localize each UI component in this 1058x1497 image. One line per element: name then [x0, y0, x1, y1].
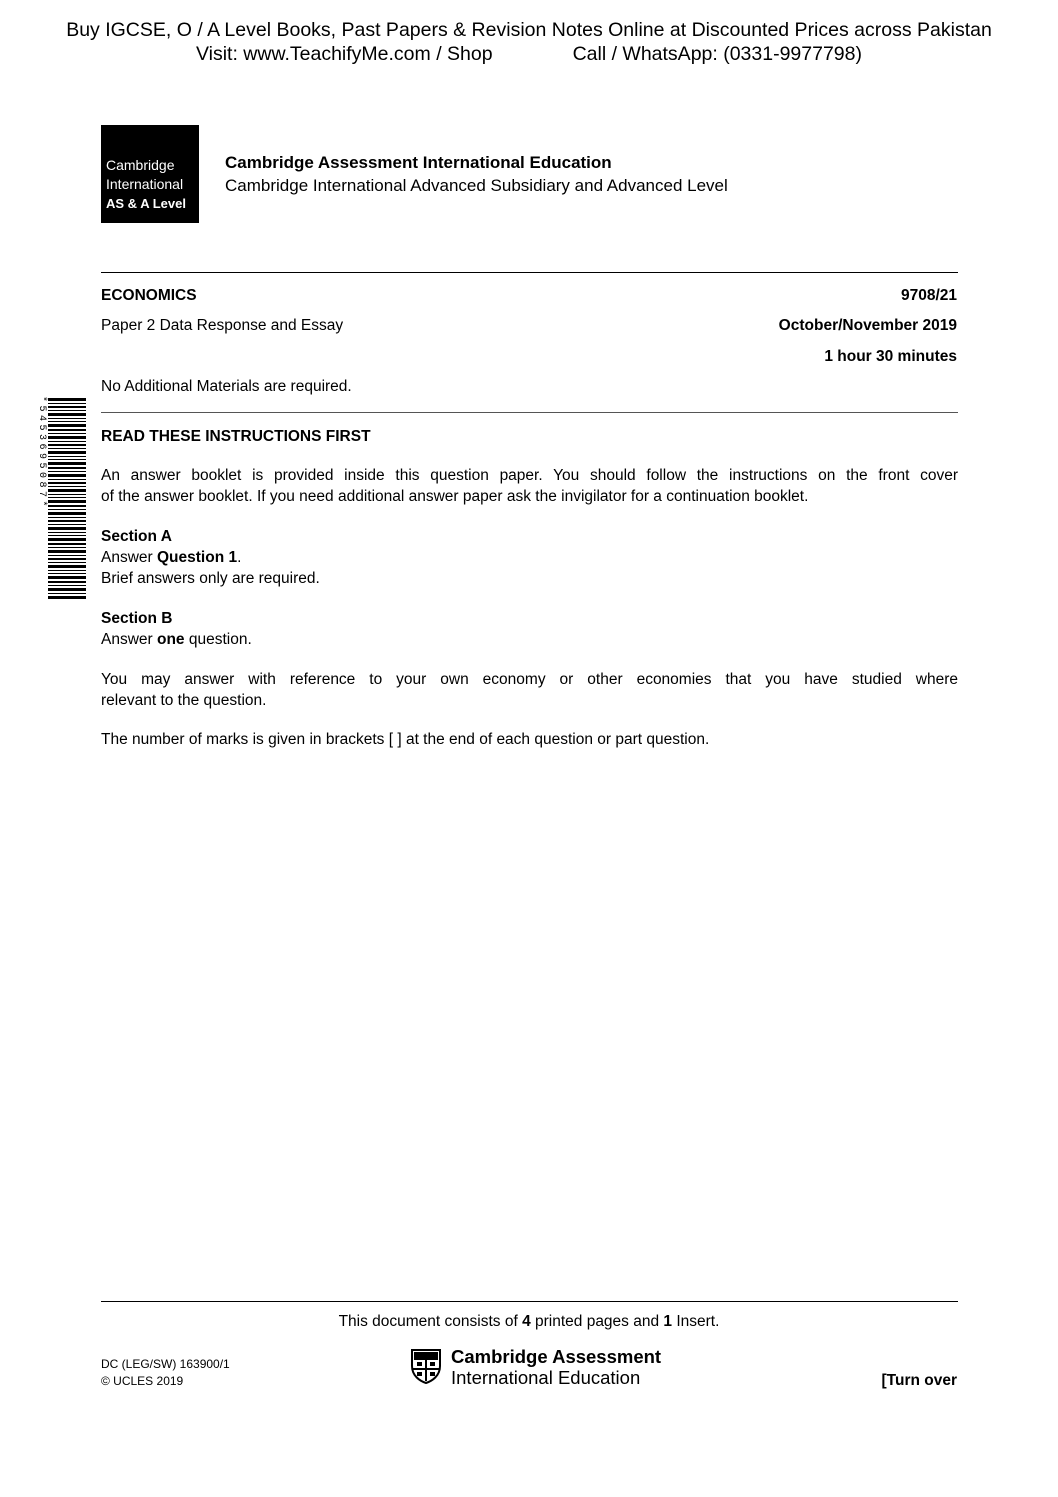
- header-qualification: Cambridge International Advanced Subsidiary and Advanced Level: [225, 176, 728, 195]
- section-a-heading: Section A: [101, 528, 172, 545]
- subject-title: ECONOMICS: [101, 287, 197, 304]
- divider-footer: [101, 1301, 958, 1302]
- instructions-paragraph-2: [101, 669, 958, 711]
- document-consists-note: This document consists of 4 printed pages and 1 Insert.: [338, 1313, 720, 1330]
- barcode-graphic: [36, 396, 88, 602]
- promo-banner-line: Buy IGCSE, O / A Level Books, Past Papers & Revision Notes Online at Discounted Prices across Pakistan: [66, 19, 992, 41]
- copyright-notice: © UCLES 2019: [101, 1374, 184, 1388]
- marks-note: The number of marks is given in brackets [ ] at the end of each question or part question.: [101, 731, 710, 748]
- materials-note: No Additional Materials are required.: [101, 378, 352, 395]
- section-b-heading: Section B: [101, 610, 173, 627]
- section-a-note: Brief answers only are required.: [101, 570, 320, 587]
- section-a-block: [101, 526, 958, 589]
- promo-call-text: Call / WhatsApp: (0331-9977798): [572, 43, 862, 65]
- document-reference: DC (LEG/SW) 163900/1: [101, 1357, 230, 1371]
- turn-over-label: [Turn over: [881, 1372, 957, 1389]
- cambridge-crest-icon: [410, 1348, 442, 1384]
- instructions-paragraph-1: [101, 465, 958, 507]
- paper-title: Paper 2 Data Response and Essay: [101, 317, 344, 334]
- barcode-digits: *5453695087*: [36, 396, 47, 511]
- logo-line-international: International: [106, 176, 184, 192]
- promo-visit-link[interactable]: Visit: www.TeachifyMe.com / Shop: [195, 43, 493, 65]
- instructions-heading: READ THESE INSTRUCTIONS FIRST: [101, 428, 371, 445]
- instructions-p1-line2: of the answer booklet. If you need additional answer paper ask the invigilator for a continuation booklet.: [101, 488, 809, 505]
- divider-top: [101, 272, 958, 273]
- exam-duration: 1 hour 30 minutes: [824, 348, 957, 365]
- footer-org-line2: International Education: [451, 1367, 641, 1388]
- logo-line-level: AS & A Level: [106, 196, 186, 211]
- divider-instructions: [101, 412, 958, 413]
- footer-org-line1: Cambridge Assessment: [451, 1346, 662, 1367]
- section-a-answer: Answer Question 1.: [101, 549, 242, 566]
- section-b-answer: Answer one question.: [101, 631, 252, 648]
- exam-session: October/November 2019: [778, 317, 957, 334]
- promo-banner-contact: [0, 42, 1058, 66]
- instructions-p2-line1: You may answer with reference to your own economy or other economies that you have studied where: [101, 671, 958, 688]
- instructions-p1-line1: An answer booklet is provided inside this question paper. You should follow the instructions on the front cover: [101, 467, 958, 484]
- section-b-block: [101, 608, 958, 650]
- paper-code: 9708/21: [900, 287, 957, 304]
- logo-line-cambridge: Cambridge: [106, 157, 175, 173]
- cambridge-logo: [101, 125, 199, 223]
- header-organisation: Cambridge Assessment International Education: [225, 153, 612, 172]
- instructions-p2-line2: relevant to the question.: [101, 692, 267, 709]
